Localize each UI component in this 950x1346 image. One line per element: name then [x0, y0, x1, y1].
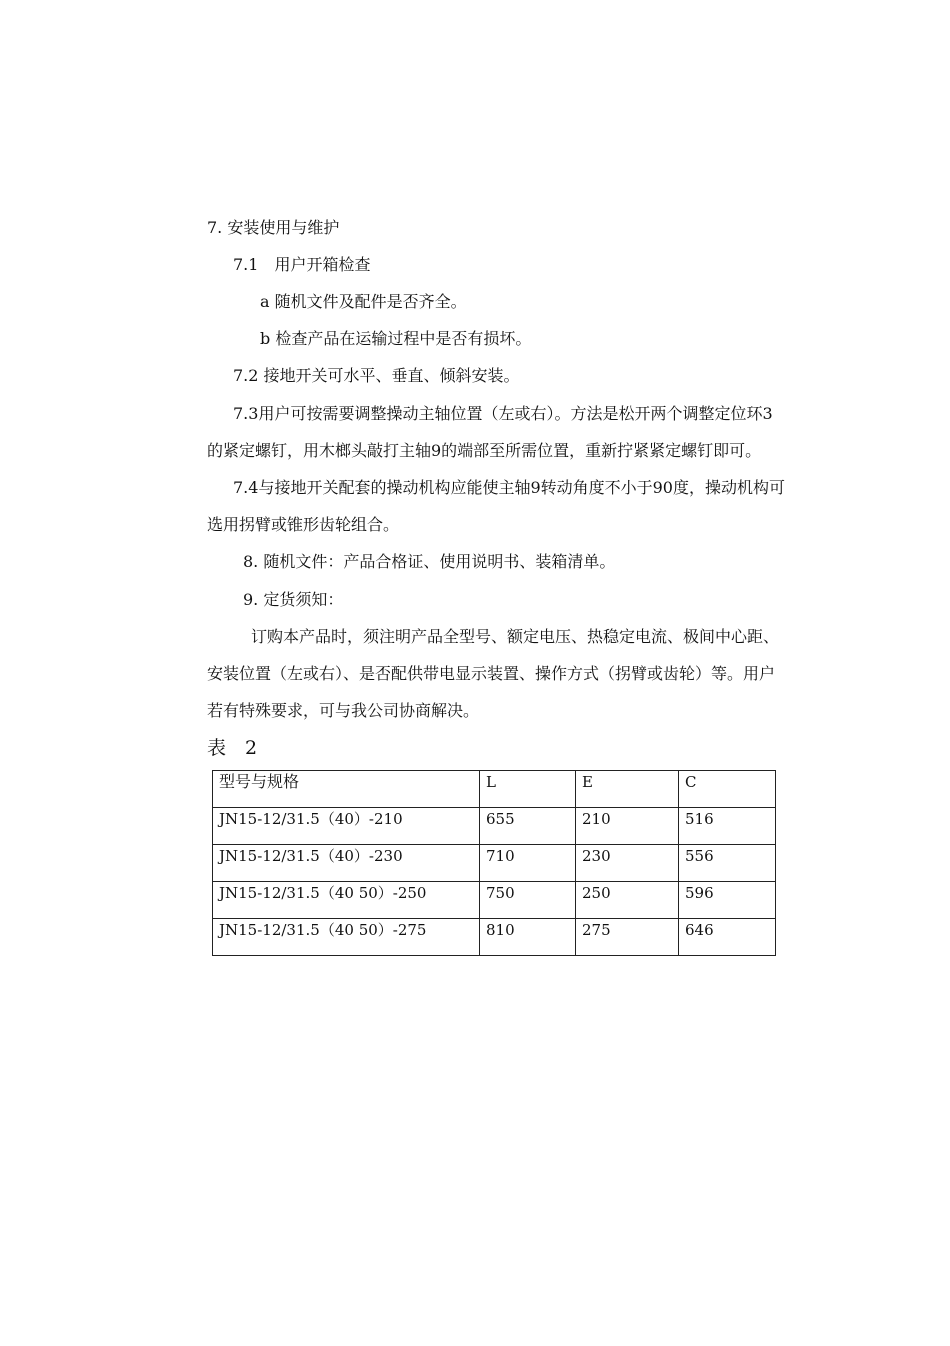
header-c: C [679, 771, 776, 808]
cell-c: 556 [679, 845, 776, 882]
section-8: 8. 随机文件：产品合格证、使用说明书、装箱清单。 [243, 552, 616, 571]
section-9-line-1: 订购本产品时，须注明产品全型号、额定电压、热稳定电流、极间中心距、 [251, 627, 780, 646]
cell-l: 750 [480, 882, 576, 919]
table-row [213, 882, 776, 919]
section-9-line-2: 安装位置（左或右）、是否配供带电显示装置、操作方式（拐臂或齿轮）等。用户 [207, 664, 776, 683]
item-a: a 随机文件及配件是否齐全。 [260, 292, 467, 311]
item-b: b 检查产品在运输过程中是否有损坏。 [260, 329, 532, 348]
header-e: E [576, 771, 679, 808]
header-l: L [480, 771, 576, 808]
table-row [213, 919, 776, 956]
table-row [213, 845, 776, 882]
cell-c: 596 [679, 882, 776, 919]
section-9-line-3: 若有特殊要求，可与我公司协商解决。 [207, 701, 480, 720]
header-model: 型号与规格 [213, 771, 480, 808]
section-7-2: 7.2 接地开关可水平、垂直、倾斜安装。 [233, 366, 520, 385]
cell-l: 710 [480, 845, 576, 882]
cell-model: JN15-12/31.5（40）-230 [213, 845, 480, 882]
cell-model: JN15-12/31.5（40）-210 [213, 808, 480, 845]
table-caption: 表 2 [207, 737, 258, 759]
cell-model: JN15-12/31.5（40 50）-275 [213, 919, 480, 956]
cell-c: 516 [679, 808, 776, 845]
section-9-heading: 9. 定货须知： [243, 590, 344, 609]
cell-model: JN15-12/31.5（40 50）-250 [213, 882, 480, 919]
cell-e: 210 [576, 808, 679, 845]
cell-l: 810 [480, 919, 576, 956]
cell-c: 646 [679, 919, 776, 956]
section-7-3-line-2: 的紧定螺钉，用木榔头敲打主轴9的端部至所需位置，重新拧紧紧定螺钉即可。 [207, 441, 762, 460]
section-7-4-line-2: 选用拐臂或锥形齿轮组合。 [207, 515, 400, 534]
section-7-heading: 7. 安装使用与维护 [207, 218, 340, 237]
cell-e: 230 [576, 845, 679, 882]
spec-table [212, 770, 776, 956]
section-7-3-line-1: 7.3用户可按需要调整操动主轴位置（左或右）。方法是松开两个调整定位环3 [233, 404, 773, 423]
section-7-4-line-1: 7.4与接地开关配套的操动机构应能使主轴9转动角度不小于90度，操动机构可 [233, 478, 785, 497]
cell-e: 250 [576, 882, 679, 919]
section-7-1-heading: 7.1 用户开箱检查 [233, 255, 371, 274]
table-row [213, 808, 776, 845]
table-header-row [213, 771, 776, 808]
cell-e: 275 [576, 919, 679, 956]
cell-l: 655 [480, 808, 576, 845]
